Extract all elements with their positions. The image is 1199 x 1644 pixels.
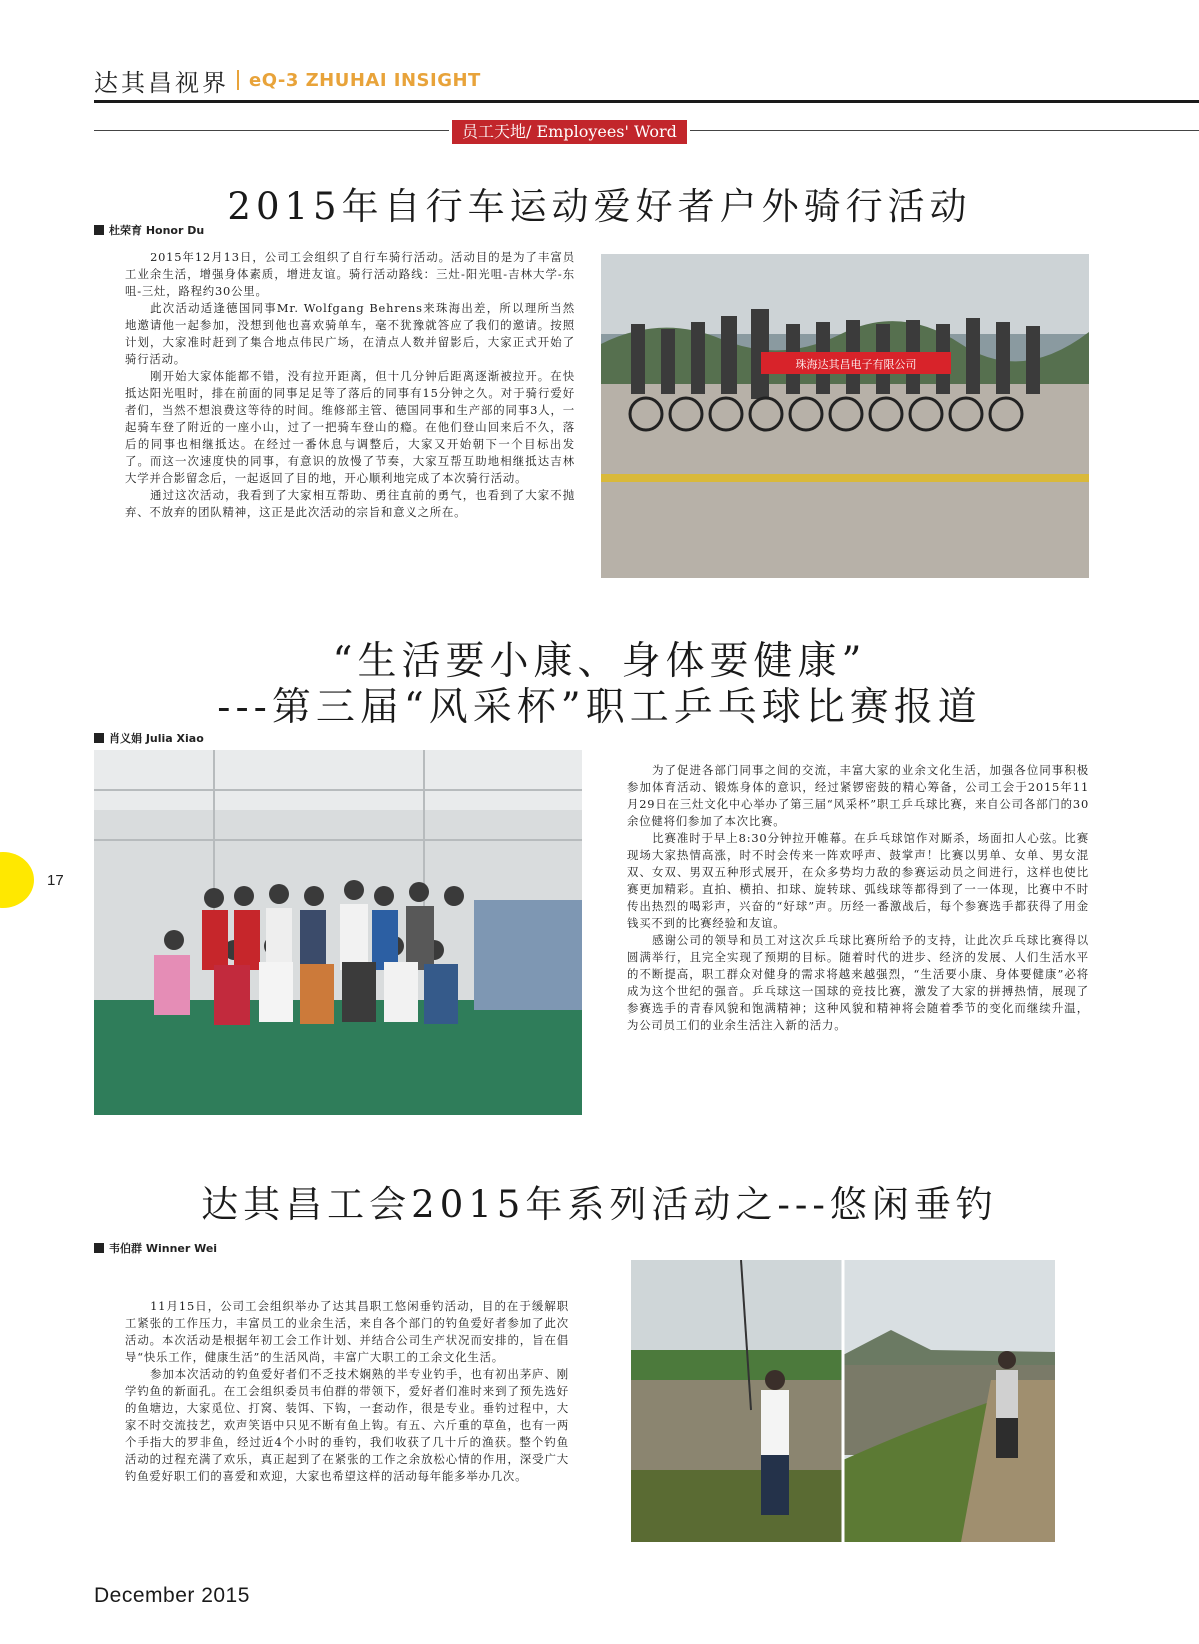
paragraph: 感谢公司的领导和员工对这次乒乓球比赛所给予的支持，让此次乒乓球比赛得以圆满举行，且完全实现了预期的目标。随着时代的进步、经济的发展、人们生活水平的不断提高，职工群众对健身的需求将越来越强烈，“生活要小康、身体要健康”必将成为这个世纪的强音。乒乓球这一国球的竞技比赛，激发了大家的拼搏热情，展现了参赛选手的青春风貌和饱满精神；这种风貌和精神将会随着季节的变化而继续升温，为公司员工们的业余生活注入新的活力。: [627, 933, 1089, 1032]
photo-cycling-group: [601, 254, 1089, 578]
byline-author: 韦伯群 Winner Wei: [109, 1242, 218, 1255]
byline-pingpong: [94, 730, 209, 746]
paragraph: 比赛准时于早上8:30分钟拉开帷幕。在乒乓球馆作对厮杀，场面扣人心弦。比赛现场大家热情高涨，时不时会传来一阵欢呼声、鼓掌声！比赛以男单、女单、男女混双、女双、男双五种形式展开，在众多势均力敌的参赛运动员之间进行，这样也使比赛更加精彩。直拍、横拍、扣球、旋转球、弧线球等都得到了一一体现，比赛中不时传出热烈的喝彩声，兴奋的“好球”声。历经一番激战后，每个参赛选手都获得了用金钱买不到的比赛经验和友谊。: [627, 831, 1089, 930]
paragraph: 通过这次活动，我看到了大家相互帮助、勇往直前的勇气，也看到了大家不抛弃、不放弃的团队精神，这正是此次活动的宗旨和意义之所在。: [125, 488, 575, 519]
paragraph: 参加本次活动的钓鱼爱好者们不乏技术娴熟的半专业钓手，也有初出茅庐、刚学钓鱼的新面孔。在工会组织委员韦伯群的带领下，爱好者们准时来到了预先选好的鱼塘边，大家觅位、打窝、装饵、下钩，一套动作，很是专业。垂钓过程中，大家不时交流技艺，欢声笑语中只见不断有鱼上钩。有五、六斤重的草鱼，也有一两个手指大的罗非鱼，经过近4个小时的垂钓，我们收获了几十斤的渔获。整个钓鱼活动的过程充满了欢乐，真正起到了在紧张的工作之余放松心情的作用，深受广大钓鱼爱好职工们的喜爱和欢迎，大家也希望这样的活动每年能多举办几次。: [125, 1367, 569, 1483]
article-body-fishing: [125, 1298, 569, 1485]
brand-separator: [237, 70, 239, 90]
paragraph: 刚开始大家体能都不错，没有拉开距离，但十几分钟后距离逐渐被拉开。在快抵达阳光咀时，排在前面的同事足足等了落后的同事有15分钟之久。对于骑行爱好者们，当然不想浪费这等待的时间。维修部主管、德国同事和生产部的同事3人，一起骑车登了附近的一座小山，过了一把骑车登山的瘾。在他们登山回来后不久，落后的同事也相继抵达。在经过一番休息与调整后，大家又开始朝下一个目标出发了。而这一次速度快的同事，有意识的放慢了节奏，大家互帮互助地相继抵达吉林大学并合影留念后，一起返回了目的地，开心顺利地完成了本次骑行活动。: [125, 369, 575, 485]
article-title-pingpong-line2: ---第三届“风采杯”职工乒乓球比赛报道: [217, 685, 982, 730]
section-banner: 员工天地/ Employees' Word: [449, 120, 690, 144]
article-title-pingpong-line1: “生活要小康、身体要健康”: [332, 639, 867, 684]
brand-english-name: eQ-3 ZHUHAI INSIGHT: [249, 69, 481, 91]
magazine-header: [94, 62, 481, 98]
byline-author: 肖义娟 Julia Xiao: [109, 732, 204, 745]
paragraph: 此次活动适逢德国同事Mr. Wolfgang Behrens来珠海出差，所以理所当然地邀请他一起参加，没想到他也喜欢骑单车，毫不犹豫就答应了我们的邀请。按照计划，大家准时赶到了集合地点伟民广场，在清点人数并留影后，大家正式开始了骑行活动。: [125, 301, 575, 366]
article-body-cycling: [125, 249, 575, 521]
photo-pingpong-group: [94, 750, 582, 1115]
issue-date: December 2015: [94, 1584, 250, 1607]
byline-author: 杜荣育 Honor Du: [109, 224, 205, 237]
byline-square-icon: [94, 1243, 104, 1253]
header-rule: [94, 100, 1199, 103]
paragraph: 11月15日，公司工会组织举办了达其昌职工悠闲垂钓活动，目的在于缓解职工紧张的工作压力，丰富员工的业余生活，来自各个部门的钓鱼爱好者参加了此次活动。本次活动是根据年初工会工作计划、并结合公司生产状况而安排的，旨在倡导“快乐工作，健康生活”的生活风尚，丰富广大职工的工余文化生活。: [125, 1299, 569, 1364]
paragraph: 2015年12月13日，公司工会组织了自行车骑行活动。活动目的是为了丰富员工业余生活，增强身体素质，增进友谊。骑行活动路线：三灶-阳光咀-吉林大学-东咀-三灶，路程约30公里。: [125, 250, 575, 298]
brand-chinese-name: 达其昌视界: [94, 68, 229, 97]
byline-cycling: [94, 222, 209, 238]
article-title-cycling: 2015年自行车运动爱好者户外骑行活动: [227, 185, 972, 228]
byline-square-icon: [94, 225, 104, 235]
page-number: 17: [47, 872, 64, 889]
byline-square-icon: [94, 733, 104, 743]
photo-banner-text: 珠海达其昌电子有限公司: [795, 358, 917, 371]
article-title-fishing: 达其昌工会2015年系列活动之---悠闲垂钓: [201, 1183, 998, 1226]
byline-fishing: [94, 1240, 222, 1256]
paragraph: 为了促进各部门同事之间的交流，丰富大家的业余文化生活，加强各位同事积极参加体育活动、锻炼身体的意识，经过紧锣密鼓的精心筹备，公司工会于2015年11月29日在三灶文化中心举办了第三届“风采杯”职工乒乓球比赛，来自公司各部门的30余位健将们参加了本次比赛。: [627, 763, 1089, 828]
photo-fishing: [631, 1260, 1055, 1542]
page-badge: [0, 852, 34, 908]
article-body-pingpong: [627, 762, 1089, 1034]
